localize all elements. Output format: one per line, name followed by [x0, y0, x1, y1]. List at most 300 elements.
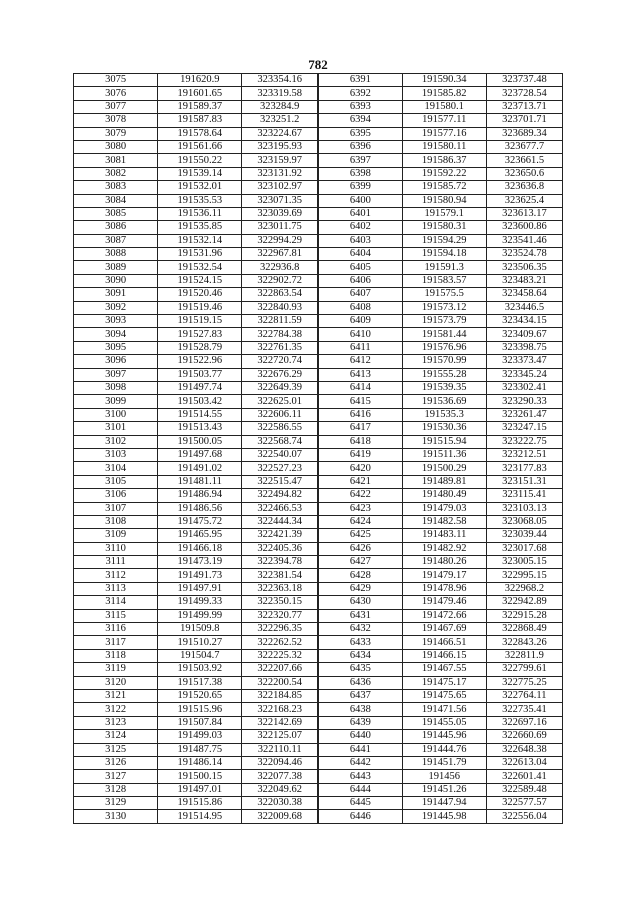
x-coordinate-cell: 191486.14	[158, 756, 242, 769]
table-row	[74, 783, 563, 796]
y-coordinate-cell: 323177.83	[486, 462, 562, 475]
table-row	[74, 422, 563, 435]
table-row	[74, 395, 563, 408]
x-coordinate-cell: 191528.79	[158, 341, 242, 354]
x-coordinate-cell: 191539.35	[402, 381, 486, 394]
x-coordinate-cell: 191520.46	[158, 288, 242, 301]
x-coordinate-cell: 191482.58	[402, 515, 486, 528]
point-number-cell: 3098	[74, 381, 158, 394]
point-number-cell: 3119	[74, 663, 158, 676]
y-coordinate-cell: 322030.38	[242, 797, 318, 810]
y-coordinate-cell: 322320.77	[242, 609, 318, 622]
point-number-cell: 6432	[318, 623, 402, 636]
point-number-cell: 3112	[74, 569, 158, 582]
point-number-cell: 3128	[74, 783, 158, 796]
point-number-cell: 6395	[318, 127, 402, 140]
table-row	[74, 315, 563, 328]
x-coordinate-cell: 191497.91	[158, 582, 242, 595]
y-coordinate-cell: 322761.35	[242, 341, 318, 354]
x-coordinate-cell: 191451.26	[402, 783, 486, 796]
point-number-cell: 6435	[318, 663, 402, 676]
table-row	[74, 609, 563, 622]
x-coordinate-cell: 191466.51	[402, 636, 486, 649]
y-coordinate-cell: 322868.49	[486, 623, 562, 636]
y-coordinate-cell: 322444.34	[242, 515, 318, 528]
table-row	[74, 221, 563, 234]
x-coordinate-cell: 191536.69	[402, 395, 486, 408]
table-row	[74, 408, 563, 421]
point-number-cell: 6420	[318, 462, 402, 475]
point-number-cell: 6434	[318, 649, 402, 662]
table-row	[74, 181, 563, 194]
x-coordinate-cell: 191535.85	[158, 221, 242, 234]
y-coordinate-cell: 323017.68	[486, 542, 562, 555]
point-number-cell: 3078	[74, 114, 158, 127]
table-row	[74, 810, 563, 823]
y-coordinate-cell: 323713.71	[486, 100, 562, 113]
point-number-cell: 6428	[318, 569, 402, 582]
x-coordinate-cell: 191510.27	[158, 636, 242, 649]
point-number-cell: 3086	[74, 221, 158, 234]
y-coordinate-cell: 322967.81	[242, 248, 318, 261]
y-coordinate-cell: 323434.15	[486, 315, 562, 328]
point-number-cell: 6415	[318, 395, 402, 408]
y-coordinate-cell: 322200.54	[242, 676, 318, 689]
x-coordinate-cell: 191514.95	[158, 810, 242, 823]
point-number-cell: 6401	[318, 207, 402, 220]
y-coordinate-cell: 322915.28	[486, 609, 562, 622]
x-coordinate-cell: 191570.99	[402, 355, 486, 368]
x-coordinate-cell: 191499.99	[158, 609, 242, 622]
point-number-cell: 6445	[318, 797, 402, 810]
y-coordinate-cell: 322142.69	[242, 716, 318, 729]
x-coordinate-cell: 191467.55	[402, 663, 486, 676]
y-coordinate-cell: 323290.33	[486, 395, 562, 408]
point-number-cell: 3129	[74, 797, 158, 810]
table-row	[74, 730, 563, 743]
y-coordinate-cell: 322262.52	[242, 636, 318, 649]
x-coordinate-cell: 191532.54	[158, 261, 242, 274]
point-number-cell: 6404	[318, 248, 402, 261]
point-number-cell: 6393	[318, 100, 402, 113]
point-number-cell: 3117	[74, 636, 158, 649]
y-coordinate-cell: 323506.35	[486, 261, 562, 274]
y-coordinate-cell: 322049.62	[242, 783, 318, 796]
point-number-cell: 3094	[74, 328, 158, 341]
x-coordinate-cell: 191486.56	[158, 502, 242, 515]
point-number-cell: 6391	[318, 74, 402, 87]
point-number-cell: 3079	[74, 127, 158, 140]
point-number-cell: 3092	[74, 301, 158, 314]
table-row	[74, 194, 563, 207]
point-number-cell: 6423	[318, 502, 402, 515]
point-number-cell: 6441	[318, 743, 402, 756]
x-coordinate-cell: 191581.44	[402, 328, 486, 341]
point-number-cell: 6402	[318, 221, 402, 234]
table-row	[74, 582, 563, 595]
point-number-cell: 3111	[74, 556, 158, 569]
x-coordinate-cell: 191577.16	[402, 127, 486, 140]
table-row	[74, 703, 563, 716]
table-row	[74, 140, 563, 153]
y-coordinate-cell: 322764.11	[486, 689, 562, 702]
point-number-cell: 6442	[318, 756, 402, 769]
y-coordinate-cell: 322994.29	[242, 234, 318, 247]
y-coordinate-cell: 322296.35	[242, 623, 318, 636]
table-row	[74, 167, 563, 180]
y-coordinate-cell: 322720.74	[242, 355, 318, 368]
x-coordinate-cell: 191527.83	[158, 328, 242, 341]
table-row	[74, 355, 563, 368]
point-number-cell: 3109	[74, 529, 158, 542]
y-coordinate-cell: 323071.35	[242, 194, 318, 207]
y-coordinate-cell: 323011.75	[242, 221, 318, 234]
y-coordinate-cell: 323151.31	[486, 475, 562, 488]
y-coordinate-cell: 322405.36	[242, 542, 318, 555]
y-coordinate-cell: 322094.46	[242, 756, 318, 769]
point-number-cell: 3102	[74, 435, 158, 448]
x-coordinate-cell: 191456	[402, 770, 486, 783]
x-coordinate-cell: 191480.49	[402, 489, 486, 502]
x-coordinate-cell: 191575.5	[402, 288, 486, 301]
table-row	[74, 248, 563, 261]
y-coordinate-cell: 323159.97	[242, 154, 318, 167]
x-coordinate-cell: 191594.29	[402, 234, 486, 247]
point-number-cell: 3113	[74, 582, 158, 595]
y-coordinate-cell: 322811.9	[486, 649, 562, 662]
point-number-cell: 6425	[318, 529, 402, 542]
table-row	[74, 556, 563, 569]
point-number-cell: 6405	[318, 261, 402, 274]
y-coordinate-cell: 323103.13	[486, 502, 562, 515]
table-row	[74, 261, 563, 274]
table-row	[74, 462, 563, 475]
point-number-cell: 3077	[74, 100, 158, 113]
x-coordinate-cell: 191580.31	[402, 221, 486, 234]
table-row	[74, 542, 563, 555]
x-coordinate-cell: 191467.69	[402, 623, 486, 636]
point-number-cell: 6407	[318, 288, 402, 301]
x-coordinate-cell: 191500.15	[158, 770, 242, 783]
y-coordinate-cell: 323354.16	[242, 74, 318, 87]
point-number-cell: 3095	[74, 341, 158, 354]
y-coordinate-cell: 322649.39	[242, 381, 318, 394]
y-coordinate-cell: 322515.47	[242, 475, 318, 488]
x-coordinate-cell: 191536.11	[158, 207, 242, 220]
point-number-cell: 6397	[318, 154, 402, 167]
table-row	[74, 770, 563, 783]
point-number-cell: 6394	[318, 114, 402, 127]
point-number-cell: 6446	[318, 810, 402, 823]
y-coordinate-cell: 323005.15	[486, 556, 562, 569]
y-coordinate-cell: 323398.75	[486, 341, 562, 354]
table-row	[74, 328, 563, 341]
table-row	[74, 623, 563, 636]
y-coordinate-cell: 323600.86	[486, 221, 562, 234]
point-number-cell: 3118	[74, 649, 158, 662]
x-coordinate-cell: 191522.96	[158, 355, 242, 368]
y-coordinate-cell: 323689.34	[486, 127, 562, 140]
table-row	[74, 716, 563, 729]
table-row	[74, 448, 563, 461]
y-coordinate-cell: 322586.55	[242, 422, 318, 435]
y-coordinate-cell: 322863.54	[242, 288, 318, 301]
x-coordinate-cell: 191515.94	[402, 435, 486, 448]
x-coordinate-cell: 191555.28	[402, 368, 486, 381]
point-number-cell: 3099	[74, 395, 158, 408]
table-row	[74, 797, 563, 810]
x-coordinate-cell: 191594.18	[402, 248, 486, 261]
x-coordinate-cell: 191499.03	[158, 730, 242, 743]
x-coordinate-cell: 191479.17	[402, 569, 486, 582]
x-coordinate-cell: 191472.66	[402, 609, 486, 622]
x-coordinate-cell: 191585.72	[402, 181, 486, 194]
table-row	[74, 502, 563, 515]
y-coordinate-cell: 323409.67	[486, 328, 562, 341]
point-number-cell: 6429	[318, 582, 402, 595]
x-coordinate-cell: 191585.82	[402, 87, 486, 100]
x-coordinate-cell: 191573.12	[402, 301, 486, 314]
point-number-cell: 3103	[74, 448, 158, 461]
y-coordinate-cell: 322811.59	[242, 315, 318, 328]
x-coordinate-cell: 191499.33	[158, 596, 242, 609]
table-row	[74, 663, 563, 676]
point-number-cell: 3090	[74, 274, 158, 287]
y-coordinate-cell: 322184.85	[242, 689, 318, 702]
y-coordinate-cell: 323650.6	[486, 167, 562, 180]
y-coordinate-cell: 322625.01	[242, 395, 318, 408]
table-row	[74, 341, 563, 354]
x-coordinate-cell: 191535.3	[402, 408, 486, 421]
y-coordinate-cell: 323524.78	[486, 248, 562, 261]
table-row	[74, 368, 563, 381]
point-number-cell: 6398	[318, 167, 402, 180]
y-coordinate-cell: 322676.29	[242, 368, 318, 381]
point-number-cell: 3085	[74, 207, 158, 220]
x-coordinate-cell: 191482.92	[402, 542, 486, 555]
x-coordinate-cell: 191532.14	[158, 234, 242, 247]
x-coordinate-cell: 191520.65	[158, 689, 242, 702]
point-number-cell: 6436	[318, 676, 402, 689]
point-number-cell: 3123	[74, 716, 158, 729]
y-coordinate-cell: 323625.4	[486, 194, 562, 207]
y-coordinate-cell: 323541.46	[486, 234, 562, 247]
table-row	[74, 288, 563, 301]
x-coordinate-cell: 191515.86	[158, 797, 242, 810]
y-coordinate-cell: 322613.04	[486, 756, 562, 769]
x-coordinate-cell: 191466.15	[402, 649, 486, 662]
y-coordinate-cell: 323068.05	[486, 515, 562, 528]
x-coordinate-cell: 191530.36	[402, 422, 486, 435]
y-coordinate-cell: 322968.2	[486, 582, 562, 595]
x-coordinate-cell: 191491.02	[158, 462, 242, 475]
x-coordinate-cell: 191466.18	[158, 542, 242, 555]
x-coordinate-cell: 191524.15	[158, 274, 242, 287]
x-coordinate-cell: 191578.64	[158, 127, 242, 140]
point-number-cell: 6399	[318, 181, 402, 194]
y-coordinate-cell: 322606.11	[242, 408, 318, 421]
x-coordinate-cell: 191576.96	[402, 341, 486, 354]
table-row	[74, 649, 563, 662]
y-coordinate-cell: 322466.53	[242, 502, 318, 515]
point-number-cell: 3120	[74, 676, 158, 689]
x-coordinate-cell: 191444.76	[402, 743, 486, 756]
x-coordinate-cell: 191473.19	[158, 556, 242, 569]
x-coordinate-cell: 191511.36	[402, 448, 486, 461]
point-number-cell: 3091	[74, 288, 158, 301]
x-coordinate-cell: 191479.46	[402, 596, 486, 609]
y-coordinate-cell: 323284.9	[242, 100, 318, 113]
point-number-cell: 6437	[318, 689, 402, 702]
point-number-cell: 3125	[74, 743, 158, 756]
y-coordinate-cell: 323115.41	[486, 489, 562, 502]
point-number-cell: 6421	[318, 475, 402, 488]
y-coordinate-cell: 322942.89	[486, 596, 562, 609]
y-coordinate-cell: 322527.23	[242, 462, 318, 475]
coordinates-table-body	[74, 74, 563, 824]
x-coordinate-cell: 191591.3	[402, 261, 486, 274]
coordinates-table	[73, 73, 563, 824]
point-number-cell: 6440	[318, 730, 402, 743]
table-row	[74, 489, 563, 502]
x-coordinate-cell: 191497.68	[158, 448, 242, 461]
point-number-cell: 6431	[318, 609, 402, 622]
y-coordinate-cell: 323039.69	[242, 207, 318, 220]
y-coordinate-cell: 322540.07	[242, 448, 318, 461]
y-coordinate-cell: 322394.78	[242, 556, 318, 569]
x-coordinate-cell: 191579.1	[402, 207, 486, 220]
point-number-cell: 6439	[318, 716, 402, 729]
point-number-cell: 3105	[74, 475, 158, 488]
y-coordinate-cell: 322660.69	[486, 730, 562, 743]
x-coordinate-cell: 191513.43	[158, 422, 242, 435]
y-coordinate-cell: 323701.71	[486, 114, 562, 127]
table-row	[74, 529, 563, 542]
y-coordinate-cell: 322902.72	[242, 274, 318, 287]
x-coordinate-cell: 191445.98	[402, 810, 486, 823]
point-number-cell: 6438	[318, 703, 402, 716]
y-coordinate-cell: 322775.25	[486, 676, 562, 689]
x-coordinate-cell: 191465.95	[158, 529, 242, 542]
x-coordinate-cell: 191451.79	[402, 756, 486, 769]
y-coordinate-cell: 323677.7	[486, 140, 562, 153]
point-number-cell: 6396	[318, 140, 402, 153]
point-number-cell: 6424	[318, 515, 402, 528]
y-coordinate-cell: 322110.11	[242, 743, 318, 756]
y-coordinate-cell: 323446.5	[486, 301, 562, 314]
y-coordinate-cell: 323261.47	[486, 408, 562, 421]
point-number-cell: 6411	[318, 341, 402, 354]
x-coordinate-cell: 191580.1	[402, 100, 486, 113]
y-coordinate-cell: 323302.41	[486, 381, 562, 394]
x-coordinate-cell: 191580.11	[402, 140, 486, 153]
y-coordinate-cell: 322009.68	[242, 810, 318, 823]
point-number-cell: 3100	[74, 408, 158, 421]
point-number-cell: 6416	[318, 408, 402, 421]
point-number-cell: 3116	[74, 623, 158, 636]
x-coordinate-cell: 191475.65	[402, 689, 486, 702]
x-coordinate-cell: 191479.03	[402, 502, 486, 515]
table-row	[74, 636, 563, 649]
x-coordinate-cell: 191445.96	[402, 730, 486, 743]
x-coordinate-cell: 191590.34	[402, 74, 486, 87]
x-coordinate-cell: 191539.14	[158, 167, 242, 180]
x-coordinate-cell: 191535.53	[158, 194, 242, 207]
y-coordinate-cell: 322697.16	[486, 716, 562, 729]
point-number-cell: 3107	[74, 502, 158, 515]
table-row	[74, 689, 563, 702]
y-coordinate-cell: 323039.44	[486, 529, 562, 542]
point-number-cell: 6403	[318, 234, 402, 247]
point-number-cell: 3088	[74, 248, 158, 261]
table-row	[74, 676, 563, 689]
point-number-cell: 3089	[74, 261, 158, 274]
x-coordinate-cell: 191503.42	[158, 395, 242, 408]
point-number-cell: 3076	[74, 87, 158, 100]
y-coordinate-cell: 323195.93	[242, 140, 318, 153]
y-coordinate-cell: 322421.39	[242, 529, 318, 542]
y-coordinate-cell: 322589.48	[486, 783, 562, 796]
x-coordinate-cell: 191503.77	[158, 368, 242, 381]
point-number-cell: 3130	[74, 810, 158, 823]
point-number-cell: 6433	[318, 636, 402, 649]
x-coordinate-cell: 191509.8	[158, 623, 242, 636]
point-number-cell: 6392	[318, 87, 402, 100]
x-coordinate-cell: 191577.11	[402, 114, 486, 127]
point-number-cell: 3110	[74, 542, 158, 555]
table-row	[74, 381, 563, 394]
y-coordinate-cell: 323247.15	[486, 422, 562, 435]
point-number-cell: 3121	[74, 689, 158, 702]
y-coordinate-cell: 322843.26	[486, 636, 562, 649]
point-number-cell: 6414	[318, 381, 402, 394]
y-coordinate-cell: 322735.41	[486, 703, 562, 716]
point-number-cell: 3083	[74, 181, 158, 194]
page-number: 782	[308, 57, 328, 72]
x-coordinate-cell: 191589.37	[158, 100, 242, 113]
y-coordinate-cell: 323319.58	[242, 87, 318, 100]
point-number-cell: 3096	[74, 355, 158, 368]
x-coordinate-cell: 191491.73	[158, 569, 242, 582]
point-number-cell: 3114	[74, 596, 158, 609]
x-coordinate-cell: 191601.65	[158, 87, 242, 100]
y-coordinate-cell: 323661.5	[486, 154, 562, 167]
point-number-cell: 6412	[318, 355, 402, 368]
point-number-cell: 3106	[74, 489, 158, 502]
x-coordinate-cell: 191580.94	[402, 194, 486, 207]
x-coordinate-cell: 191532.01	[158, 181, 242, 194]
x-coordinate-cell: 191486.94	[158, 489, 242, 502]
point-number-cell: 3108	[74, 515, 158, 528]
y-coordinate-cell: 322840.93	[242, 301, 318, 314]
table-row	[74, 515, 563, 528]
point-number-cell: 6427	[318, 556, 402, 569]
y-coordinate-cell: 322601.41	[486, 770, 562, 783]
x-coordinate-cell: 191519.46	[158, 301, 242, 314]
x-coordinate-cell: 191471.56	[402, 703, 486, 716]
x-coordinate-cell: 191504.7	[158, 649, 242, 662]
point-number-cell: 3124	[74, 730, 158, 743]
table-row	[74, 74, 563, 87]
x-coordinate-cell: 191475.17	[402, 676, 486, 689]
x-coordinate-cell: 191515.96	[158, 703, 242, 716]
y-coordinate-cell: 323222.75	[486, 435, 562, 448]
table-row	[74, 154, 563, 167]
x-coordinate-cell: 191507.84	[158, 716, 242, 729]
y-coordinate-cell: 323728.54	[486, 87, 562, 100]
x-coordinate-cell: 191587.83	[158, 114, 242, 127]
y-coordinate-cell: 323102.97	[242, 181, 318, 194]
